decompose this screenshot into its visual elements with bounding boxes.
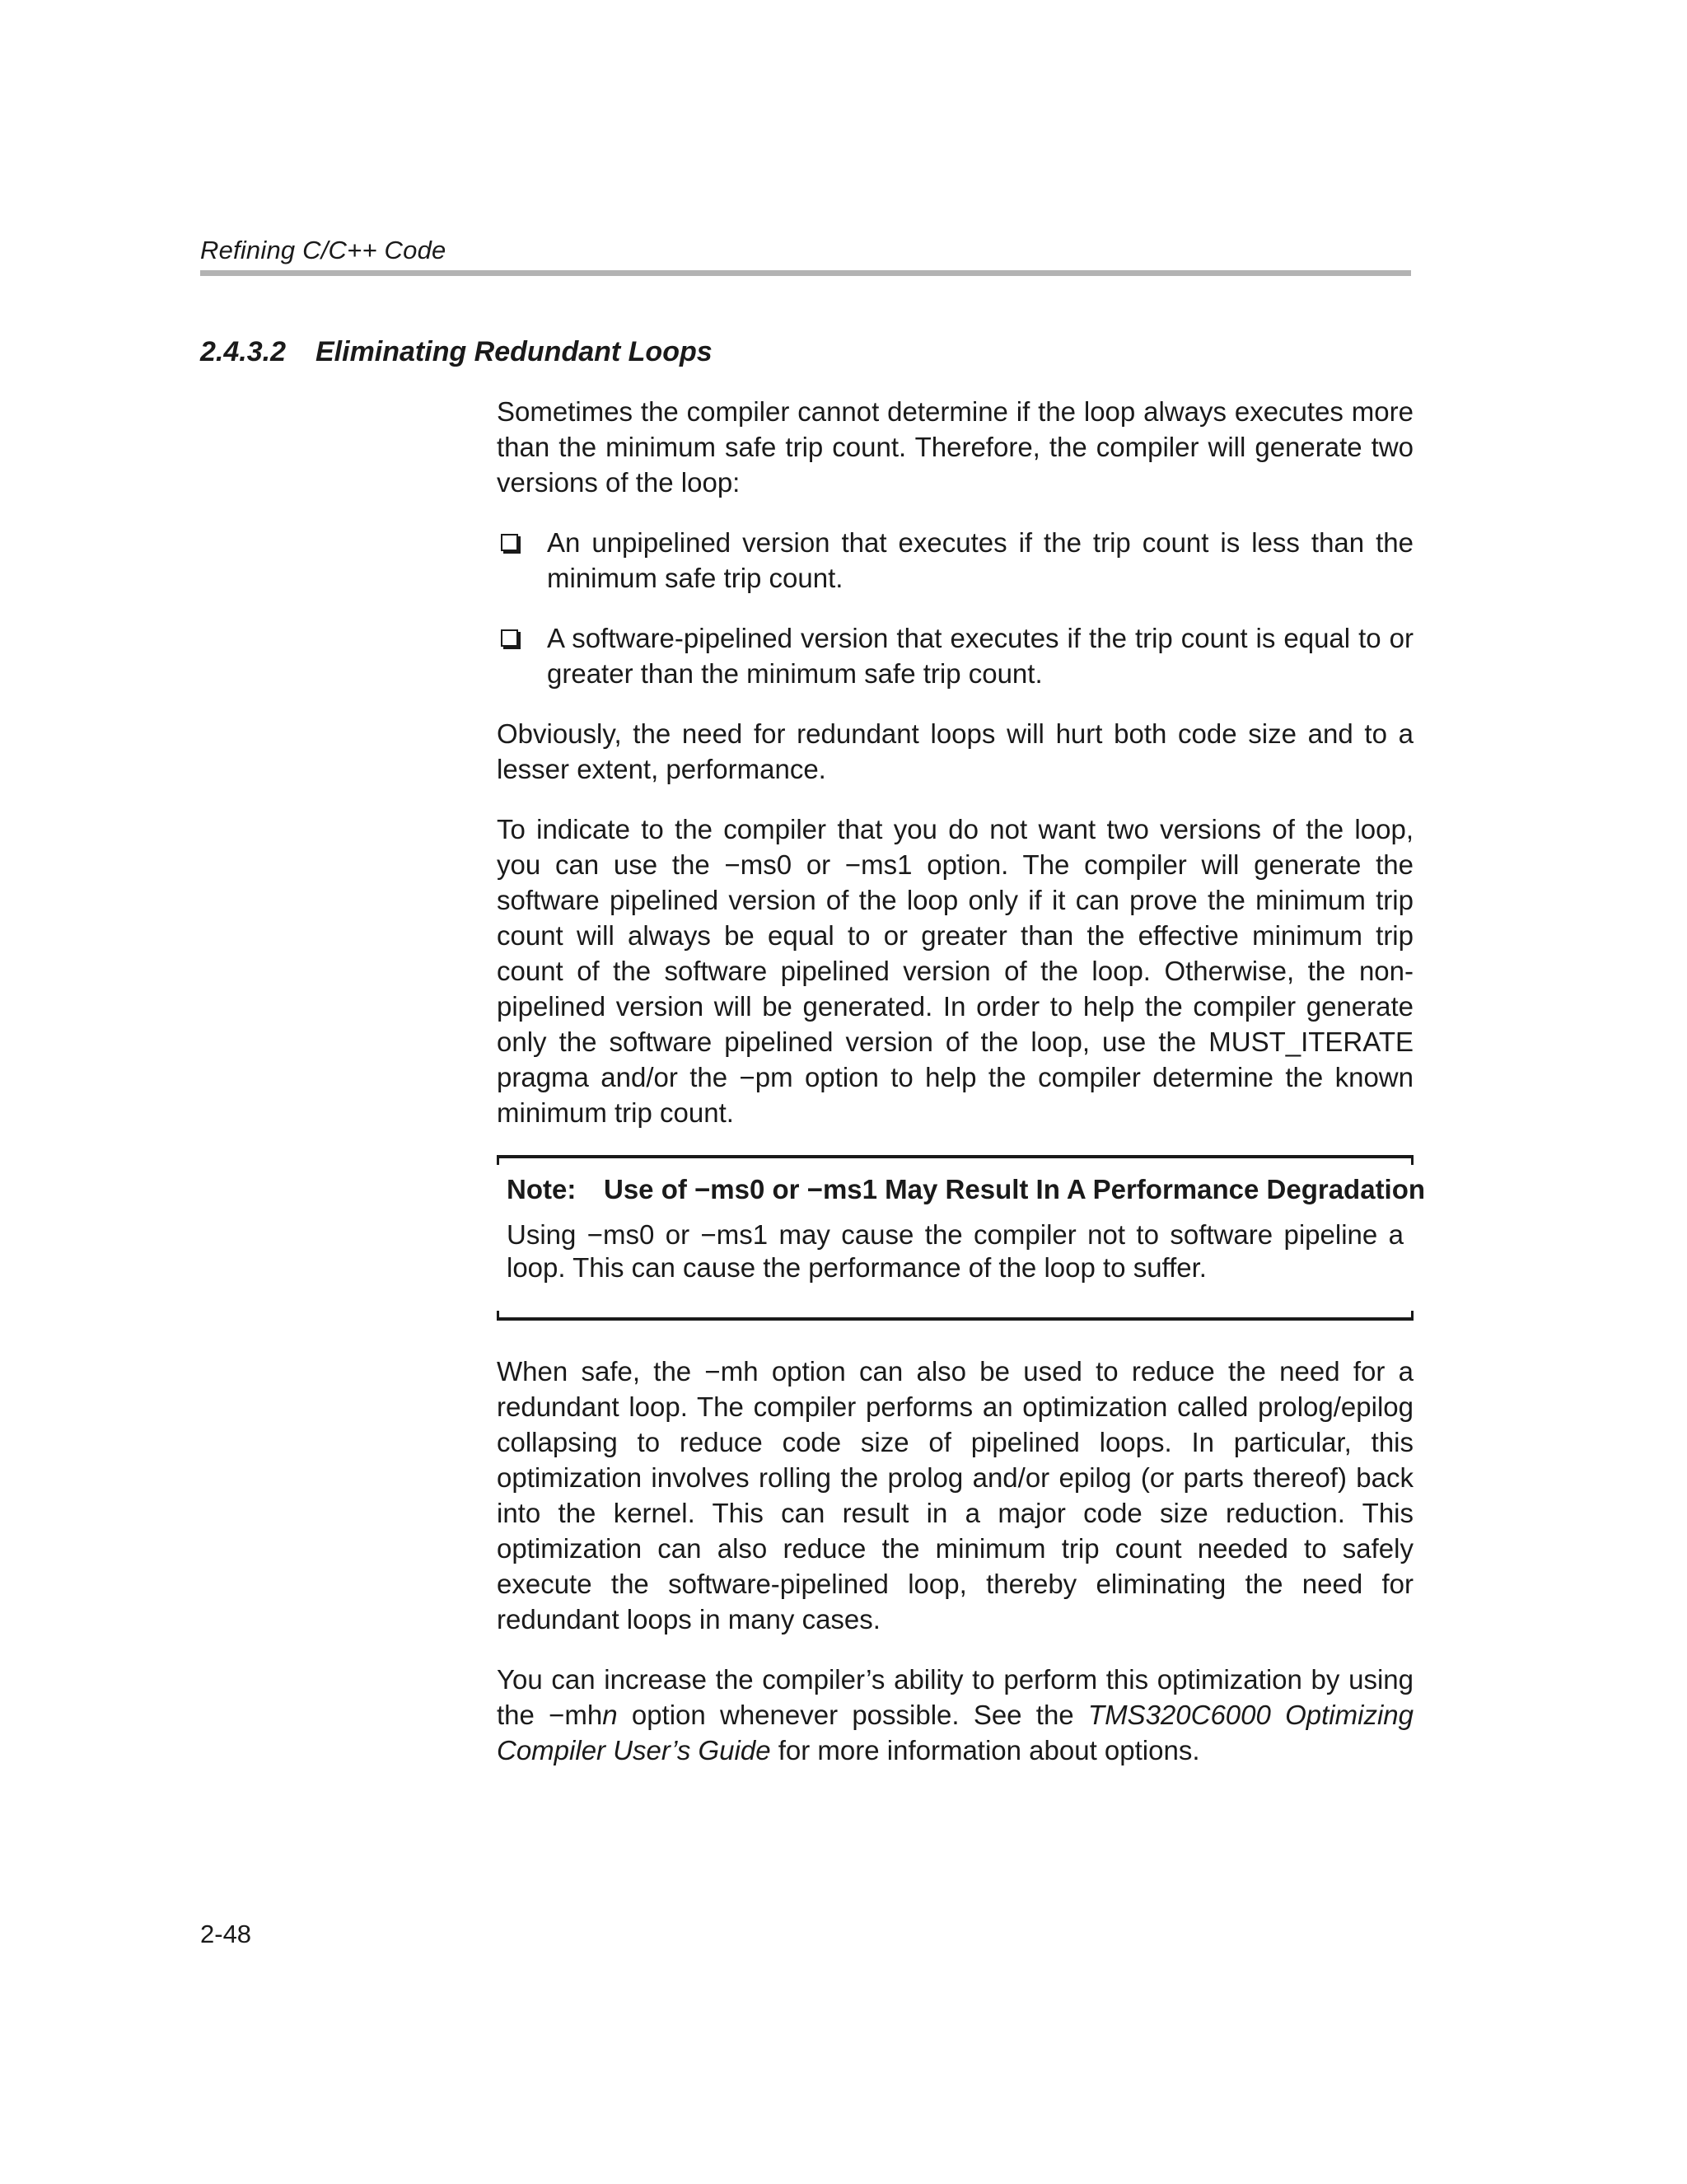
note-body: Using −ms0 or −ms1 may cause the compiler not to software pipeline a loop. This can cause the performance of the loop to suffer. (507, 1219, 1404, 1283)
list-item-text: A software-pipelined version that executes if the trip count is equal to or greater than the minimum safe trip count. (547, 623, 1414, 689)
note-top-rule (497, 1155, 1414, 1158)
note-bottom-rule (497, 1317, 1414, 1321)
increase-text-3: for more information about options. (770, 1735, 1200, 1765)
body-content (497, 394, 1426, 1793)
note-label: Note: (507, 1174, 577, 1204)
checkbox-bullet-icon (501, 629, 518, 647)
increase-paragraph (497, 1662, 1414, 1768)
book-title-reference: TMS320C6000 Optimizing Compiler User’s Guide (497, 1700, 1414, 1765)
header-rule (200, 270, 1411, 276)
option-variable: n (602, 1700, 618, 1730)
obviously-paragraph: Obviously, the need for redundant loops will hurt both code size and to a lesser extent, performance. (497, 718, 1414, 784)
note-heading: Use of −ms0 or −ms1 May Result In A Performance Degradation (604, 1174, 1426, 1204)
indicate-paragraph: To indicate to the compiler that you do not want two versions of the loop, you can use the −ms0 or −ms1 option. The compiler will generate the software pipelined version of the loop only if it can prove the minimum trip count will always be equal to or greater than the effective minimum trip count of the software pipelined version of the loop. Otherwise, the non-pipelined version will be generated. In order to help the compiler generate only the software pipelined version of the loop, use the MUST_ITERATE pragma and/or the −pm option to help the compiler determine the known minimum trip count. (497, 814, 1414, 1128)
section-number: 2.4.3.2 (200, 336, 286, 367)
checkbox-bullet-icon (501, 534, 518, 551)
list-item-text: An unpipelined version that executes if the trip count is less than the minimum safe trip count. (547, 527, 1414, 593)
increase-text-2: option whenever possible. See the (617, 1700, 1088, 1730)
list-item (497, 620, 1414, 691)
bullet-list (497, 525, 1414, 691)
page-number: 2-48 (200, 1920, 252, 1948)
list-item (497, 525, 1414, 596)
section-title: Eliminating Redundant Loops (315, 336, 713, 367)
when-safe-paragraph: When safe, the −mh option can also be used to reduce the need for a redundant loop. The compiler performs an optimization called prolog/epilog collapsing to reduce code size of pipelined loops. In particular, this optimization involves rolling the prolog and/or epilog (or parts thereof) back into the kernel. This can result in a major code size reduction. This optimization can also reduce the minimum trip count needed to safely execute the software-pipelined loop, thereby eliminating the need for redundant loops in many cases. (497, 1356, 1414, 1634)
intro-paragraph: Sometimes the compiler cannot determine if the loop always executes more than the minimum safe trip count. Therefore, the compiler will generate two versions of the loop: (497, 396, 1414, 498)
note-corner-tick (1411, 1155, 1414, 1165)
note-title (507, 1172, 1426, 1207)
section-heading (200, 336, 713, 368)
running-header: Refining C/C++ Code (200, 236, 446, 264)
increase-text-1: You can increase the compiler’s ability to perform this optimization by using the −mh (497, 1664, 1414, 1730)
note-corner-tick (497, 1155, 499, 1165)
note-box (497, 1155, 1426, 1321)
